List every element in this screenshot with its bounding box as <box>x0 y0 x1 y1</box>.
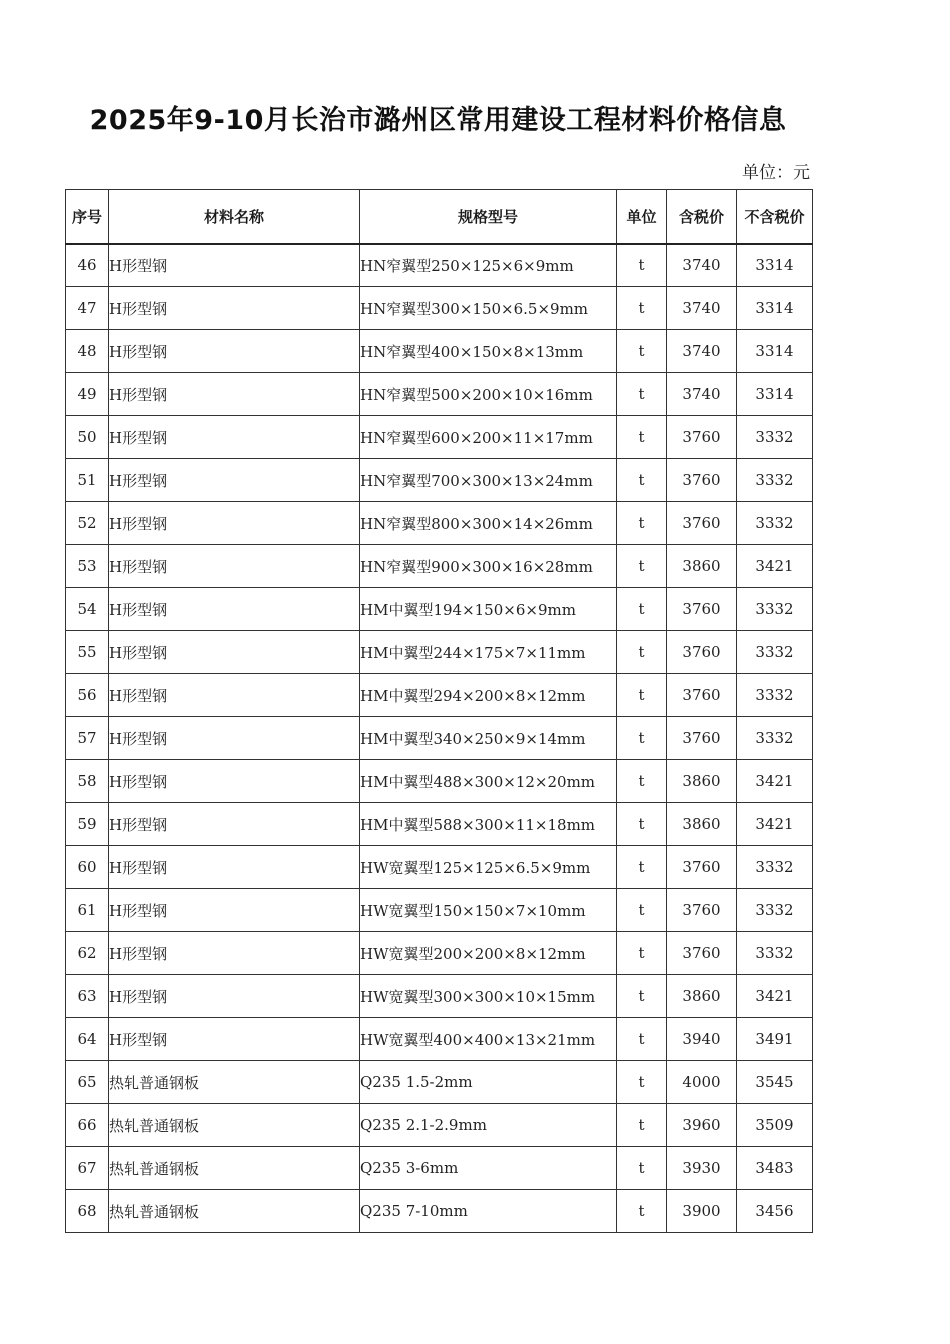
cell-unit: t <box>617 1061 667 1104</box>
cell-no: 58 <box>66 760 109 803</box>
cell-price-with-tax: 3740 <box>667 330 737 373</box>
cell-price-without-tax: 3491 <box>737 1018 813 1061</box>
cell-spec: HM中翼型294×200×8×12mm <box>360 674 617 717</box>
cell-price-with-tax: 3860 <box>667 545 737 588</box>
table-row <box>66 1061 813 1104</box>
cell-price-with-tax: 3740 <box>667 244 737 287</box>
cell-no: 66 <box>66 1104 109 1147</box>
cell-unit: t <box>617 889 667 932</box>
cell-price-with-tax: 3860 <box>667 760 737 803</box>
cell-spec: HM中翼型340×250×9×14mm <box>360 717 617 760</box>
cell-unit: t <box>617 1190 667 1233</box>
unit-note: 单位：元 <box>742 163 810 183</box>
cell-spec: HW宽翼型200×200×8×12mm <box>360 932 617 975</box>
cell-price-without-tax: 3332 <box>737 889 813 932</box>
cell-price-without-tax: 3421 <box>737 803 813 846</box>
table-row <box>66 846 813 889</box>
table-row <box>66 416 813 459</box>
cell-price-with-tax: 3760 <box>667 889 737 932</box>
cell-spec: HN窄翼型700×300×13×24mm <box>360 459 617 502</box>
cell-no: 62 <box>66 932 109 975</box>
header-no: 序号 <box>66 190 109 244</box>
cell-unit: t <box>617 545 667 588</box>
cell-material-name: H形型钢 <box>109 502 360 545</box>
cell-price-with-tax: 3740 <box>667 373 737 416</box>
cell-no: 50 <box>66 416 109 459</box>
cell-unit: t <box>617 459 667 502</box>
table-row <box>66 1147 813 1190</box>
cell-price-with-tax: 3760 <box>667 846 737 889</box>
cell-no: 64 <box>66 1018 109 1061</box>
cell-no: 48 <box>66 330 109 373</box>
cell-no: 46 <box>66 244 109 287</box>
cell-material-name: H形型钢 <box>109 373 360 416</box>
cell-no: 54 <box>66 588 109 631</box>
table-row <box>66 502 813 545</box>
cell-spec: HM中翼型488×300×12×20mm <box>360 760 617 803</box>
table-row <box>66 1104 813 1147</box>
cell-price-without-tax: 3332 <box>737 717 813 760</box>
cell-price-without-tax: 3332 <box>737 932 813 975</box>
cell-price-with-tax: 3930 <box>667 1147 737 1190</box>
cell-material-name: 热轧普通钢板 <box>109 1061 360 1104</box>
cell-price-without-tax: 3421 <box>737 545 813 588</box>
cell-unit: t <box>617 244 667 287</box>
cell-price-without-tax: 3332 <box>737 588 813 631</box>
table-row <box>66 631 813 674</box>
cell-material-name: H形型钢 <box>109 1018 360 1061</box>
cell-price-without-tax: 3332 <box>737 846 813 889</box>
table-row <box>66 459 813 502</box>
cell-spec: HN窄翼型600×200×11×17mm <box>360 416 617 459</box>
cell-spec: HM中翼型588×300×11×18mm <box>360 803 617 846</box>
cell-material-name: H形型钢 <box>109 631 360 674</box>
table-row <box>66 1190 813 1233</box>
cell-spec: HM中翼型244×175×7×11mm <box>360 631 617 674</box>
cell-no: 56 <box>66 674 109 717</box>
cell-spec: Q235 2.1-2.9mm <box>360 1104 617 1147</box>
cell-no: 59 <box>66 803 109 846</box>
cell-material-name: H形型钢 <box>109 588 360 631</box>
cell-unit: t <box>617 1147 667 1190</box>
table-row <box>66 932 813 975</box>
cell-no: 53 <box>66 545 109 588</box>
cell-price-without-tax: 3509 <box>737 1104 813 1147</box>
cell-price-with-tax: 3760 <box>667 674 737 717</box>
cell-spec: HM中翼型194×150×6×9mm <box>360 588 617 631</box>
cell-spec: Q235 1.5-2mm <box>360 1061 617 1104</box>
cell-material-name: H形型钢 <box>109 416 360 459</box>
table-row <box>66 674 813 717</box>
cell-no: 55 <box>66 631 109 674</box>
cell-unit: t <box>617 1104 667 1147</box>
cell-unit: t <box>617 975 667 1018</box>
cell-unit: t <box>617 588 667 631</box>
cell-price-without-tax: 3421 <box>737 760 813 803</box>
cell-price-with-tax: 3940 <box>667 1018 737 1061</box>
header-price-with-tax: 含税价 <box>667 190 737 244</box>
cell-no: 67 <box>66 1147 109 1190</box>
cell-price-without-tax: 3483 <box>737 1147 813 1190</box>
cell-unit: t <box>617 760 667 803</box>
cell-price-without-tax: 3456 <box>737 1190 813 1233</box>
header-price-without-tax: 不含税价 <box>737 190 813 244</box>
cell-price-without-tax: 3332 <box>737 416 813 459</box>
cell-spec: HN窄翼型250×125×6×9mm <box>360 244 617 287</box>
cell-price-without-tax: 3314 <box>737 287 813 330</box>
cell-no: 68 <box>66 1190 109 1233</box>
cell-price-with-tax: 3860 <box>667 803 737 846</box>
cell-material-name: 热轧普通钢板 <box>109 1190 360 1233</box>
cell-material-name: 热轧普通钢板 <box>109 1147 360 1190</box>
cell-price-with-tax: 3860 <box>667 975 737 1018</box>
cell-price-with-tax: 3760 <box>667 416 737 459</box>
cell-price-with-tax: 3760 <box>667 631 737 674</box>
cell-no: 57 <box>66 717 109 760</box>
table-row <box>66 545 813 588</box>
cell-spec: HN窄翼型900×300×16×28mm <box>360 545 617 588</box>
table-header-row <box>66 190 813 244</box>
cell-material-name: H形型钢 <box>109 287 360 330</box>
cell-no: 49 <box>66 373 109 416</box>
table-row <box>66 287 813 330</box>
cell-spec: HW宽翼型400×400×13×21mm <box>360 1018 617 1061</box>
cell-spec: Q235 3-6mm <box>360 1147 617 1190</box>
table-row <box>66 760 813 803</box>
cell-price-with-tax: 3760 <box>667 588 737 631</box>
cell-material-name: H形型钢 <box>109 244 360 287</box>
cell-unit: t <box>617 717 667 760</box>
cell-price-without-tax: 3332 <box>737 631 813 674</box>
cell-spec: HW宽翼型125×125×6.5×9mm <box>360 846 617 889</box>
table-row <box>66 803 813 846</box>
cell-price-without-tax: 3332 <box>737 459 813 502</box>
cell-price-without-tax: 3314 <box>737 244 813 287</box>
cell-price-without-tax: 3332 <box>737 502 813 545</box>
cell-price-with-tax: 3760 <box>667 459 737 502</box>
cell-material-name: H形型钢 <box>109 545 360 588</box>
table-body <box>66 244 813 1233</box>
cell-price-without-tax: 3314 <box>737 330 813 373</box>
cell-no: 61 <box>66 889 109 932</box>
cell-no: 65 <box>66 1061 109 1104</box>
header-unit: 单位 <box>617 190 667 244</box>
cell-unit: t <box>617 803 667 846</box>
cell-unit: t <box>617 330 667 373</box>
cell-unit: t <box>617 631 667 674</box>
header-name: 材料名称 <box>109 190 360 244</box>
cell-material-name: H形型钢 <box>109 975 360 1018</box>
cell-price-without-tax: 3421 <box>737 975 813 1018</box>
cell-unit: t <box>617 416 667 459</box>
table-row <box>66 889 813 932</box>
cell-material-name: H形型钢 <box>109 803 360 846</box>
cell-no: 52 <box>66 502 109 545</box>
table-row <box>66 373 813 416</box>
cell-material-name: 热轧普通钢板 <box>109 1104 360 1147</box>
cell-material-name: H形型钢 <box>109 889 360 932</box>
cell-unit: t <box>617 1018 667 1061</box>
table-row <box>66 717 813 760</box>
cell-price-with-tax: 3900 <box>667 1190 737 1233</box>
cell-spec: HW宽翼型300×300×10×15mm <box>360 975 617 1018</box>
table-row <box>66 244 813 287</box>
cell-unit: t <box>617 373 667 416</box>
table-row <box>66 975 813 1018</box>
cell-no: 51 <box>66 459 109 502</box>
cell-price-without-tax: 3314 <box>737 373 813 416</box>
cell-price-without-tax: 3332 <box>737 674 813 717</box>
cell-unit: t <box>617 287 667 330</box>
cell-material-name: H形型钢 <box>109 459 360 502</box>
cell-spec: HW宽翼型150×150×7×10mm <box>360 889 617 932</box>
cell-no: 60 <box>66 846 109 889</box>
cell-price-with-tax: 3960 <box>667 1104 737 1147</box>
cell-unit: t <box>617 846 667 889</box>
cell-unit: t <box>617 932 667 975</box>
table-row <box>66 1018 813 1061</box>
cell-material-name: H形型钢 <box>109 846 360 889</box>
cell-unit: t <box>617 674 667 717</box>
header-spec: 规格型号 <box>360 190 617 244</box>
cell-material-name: H形型钢 <box>109 717 360 760</box>
cell-unit: t <box>617 502 667 545</box>
cell-price-without-tax: 3545 <box>737 1061 813 1104</box>
table-row <box>66 330 813 373</box>
cell-price-with-tax: 4000 <box>667 1061 737 1104</box>
cell-material-name: H形型钢 <box>109 760 360 803</box>
cell-price-with-tax: 3760 <box>667 502 737 545</box>
cell-spec: HN窄翼型400×150×8×13mm <box>360 330 617 373</box>
cell-material-name: H形型钢 <box>109 330 360 373</box>
cell-no: 47 <box>66 287 109 330</box>
cell-price-with-tax: 3760 <box>667 717 737 760</box>
page-title: 2025年9-10月长治市潞州区常用建设工程材料价格信息 <box>89 105 787 136</box>
cell-material-name: H形型钢 <box>109 932 360 975</box>
material-price-table <box>65 189 813 1233</box>
cell-material-name: H形型钢 <box>109 674 360 717</box>
cell-spec: HN窄翼型800×300×14×26mm <box>360 502 617 545</box>
table-row <box>66 588 813 631</box>
cell-price-with-tax: 3740 <box>667 287 737 330</box>
cell-spec: Q235 7-10mm <box>360 1190 617 1233</box>
cell-price-with-tax: 3760 <box>667 932 737 975</box>
cell-no: 63 <box>66 975 109 1018</box>
cell-spec: HN窄翼型300×150×6.5×9mm <box>360 287 617 330</box>
cell-spec: HN窄翼型500×200×10×16mm <box>360 373 617 416</box>
